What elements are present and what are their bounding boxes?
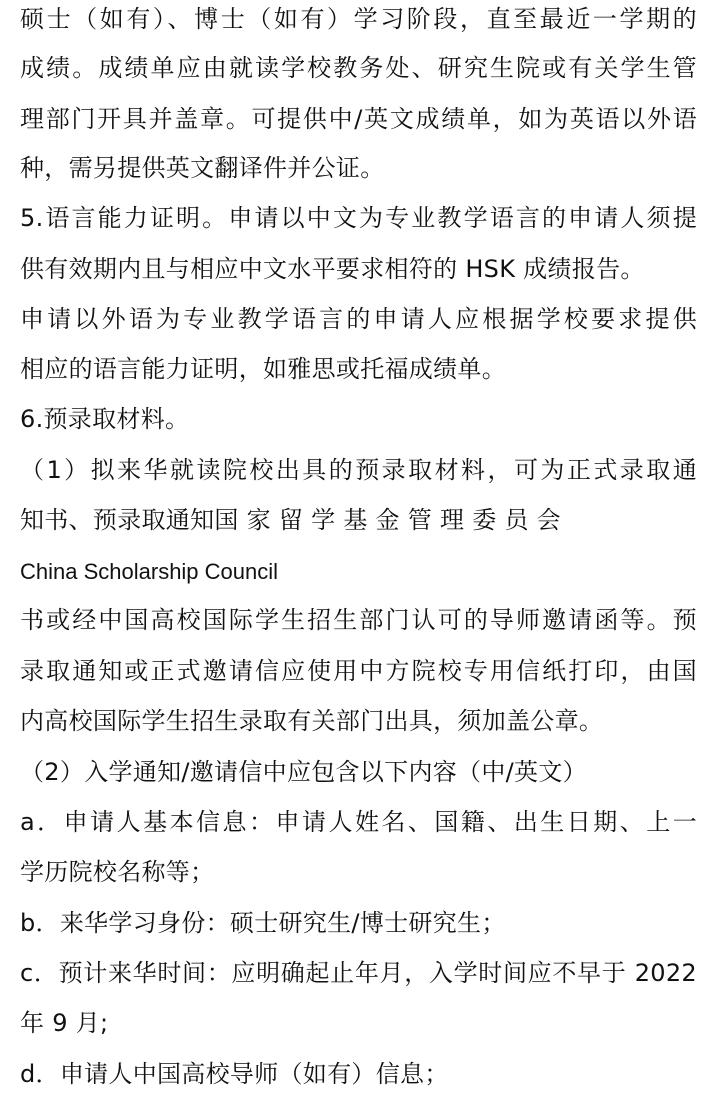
text-line-1: 硕士（如有）、博士（如有）学习阶段，直至最近一学期的 bbox=[20, 5, 697, 33]
text-line-13: 书或经中国高校国际学生招生部门认可的导师邀请函等。预 bbox=[20, 606, 697, 634]
text-line-21: 年 9 月; bbox=[20, 1009, 109, 1037]
text-line-16: （2）入学通知/邀请信中应包含以下内容（中/英文） bbox=[20, 758, 587, 786]
text-line-2: 成绩。成绩单应由就读学校教务处、研究生院或有关学生管 bbox=[20, 54, 697, 82]
text-line-9: 6.预录取材料。 bbox=[20, 405, 190, 433]
text-line-20: c．预计来华时间：应明确起止年月，入学时间应不早于 2022 bbox=[20, 959, 697, 987]
text-line-17: a．申请人基本信息：申请人姓名、国籍、出生日期、上一 bbox=[20, 808, 697, 836]
text-line-6: 供有效期内且与相应中文水平要求相符的 HSK 成绩报告。 bbox=[20, 255, 645, 283]
text-line-10: （1）拟来华就读院校出具的预录取材料，可为正式录取通 bbox=[20, 456, 697, 484]
text-line-18: 学历院校名称等； bbox=[20, 858, 215, 886]
text-line-12: China Scholarship Council bbox=[20, 559, 279, 584]
text-line-14: 录取通知或正式邀请信应使用中方院校专用信纸打印，由国 bbox=[20, 657, 697, 685]
text-line-19: b．来华学习身份：硕士研究生/博士研究生； bbox=[20, 909, 506, 937]
text-line-15: 内高校国际学生招生录取有关部门出具，须加盖公章。 bbox=[20, 707, 604, 735]
text-line-8: 相应的语言能力证明，如雅思或托福成绩单。 bbox=[20, 355, 506, 383]
text-line-22: d．申请人中国高校导师（如有）信息； bbox=[20, 1060, 449, 1088]
text-line-3: 理部门开具并盖章。可提供中/英文成绩单，如为英语以外语 bbox=[20, 105, 697, 133]
text-line-11: 知书、预录取通知国 家 留 学 基 金 管 理 委 员 会 bbox=[20, 506, 561, 534]
text-line-5: 5.语言能力证明。申请以中文为专业教学语言的申请人须提 bbox=[20, 204, 697, 232]
text-line-4: 种，需另提供英文翻译件并公证。 bbox=[20, 154, 385, 182]
text-line-7: 申请以外语为专业教学语言的申请人应根据学校要求提供 bbox=[20, 305, 697, 333]
